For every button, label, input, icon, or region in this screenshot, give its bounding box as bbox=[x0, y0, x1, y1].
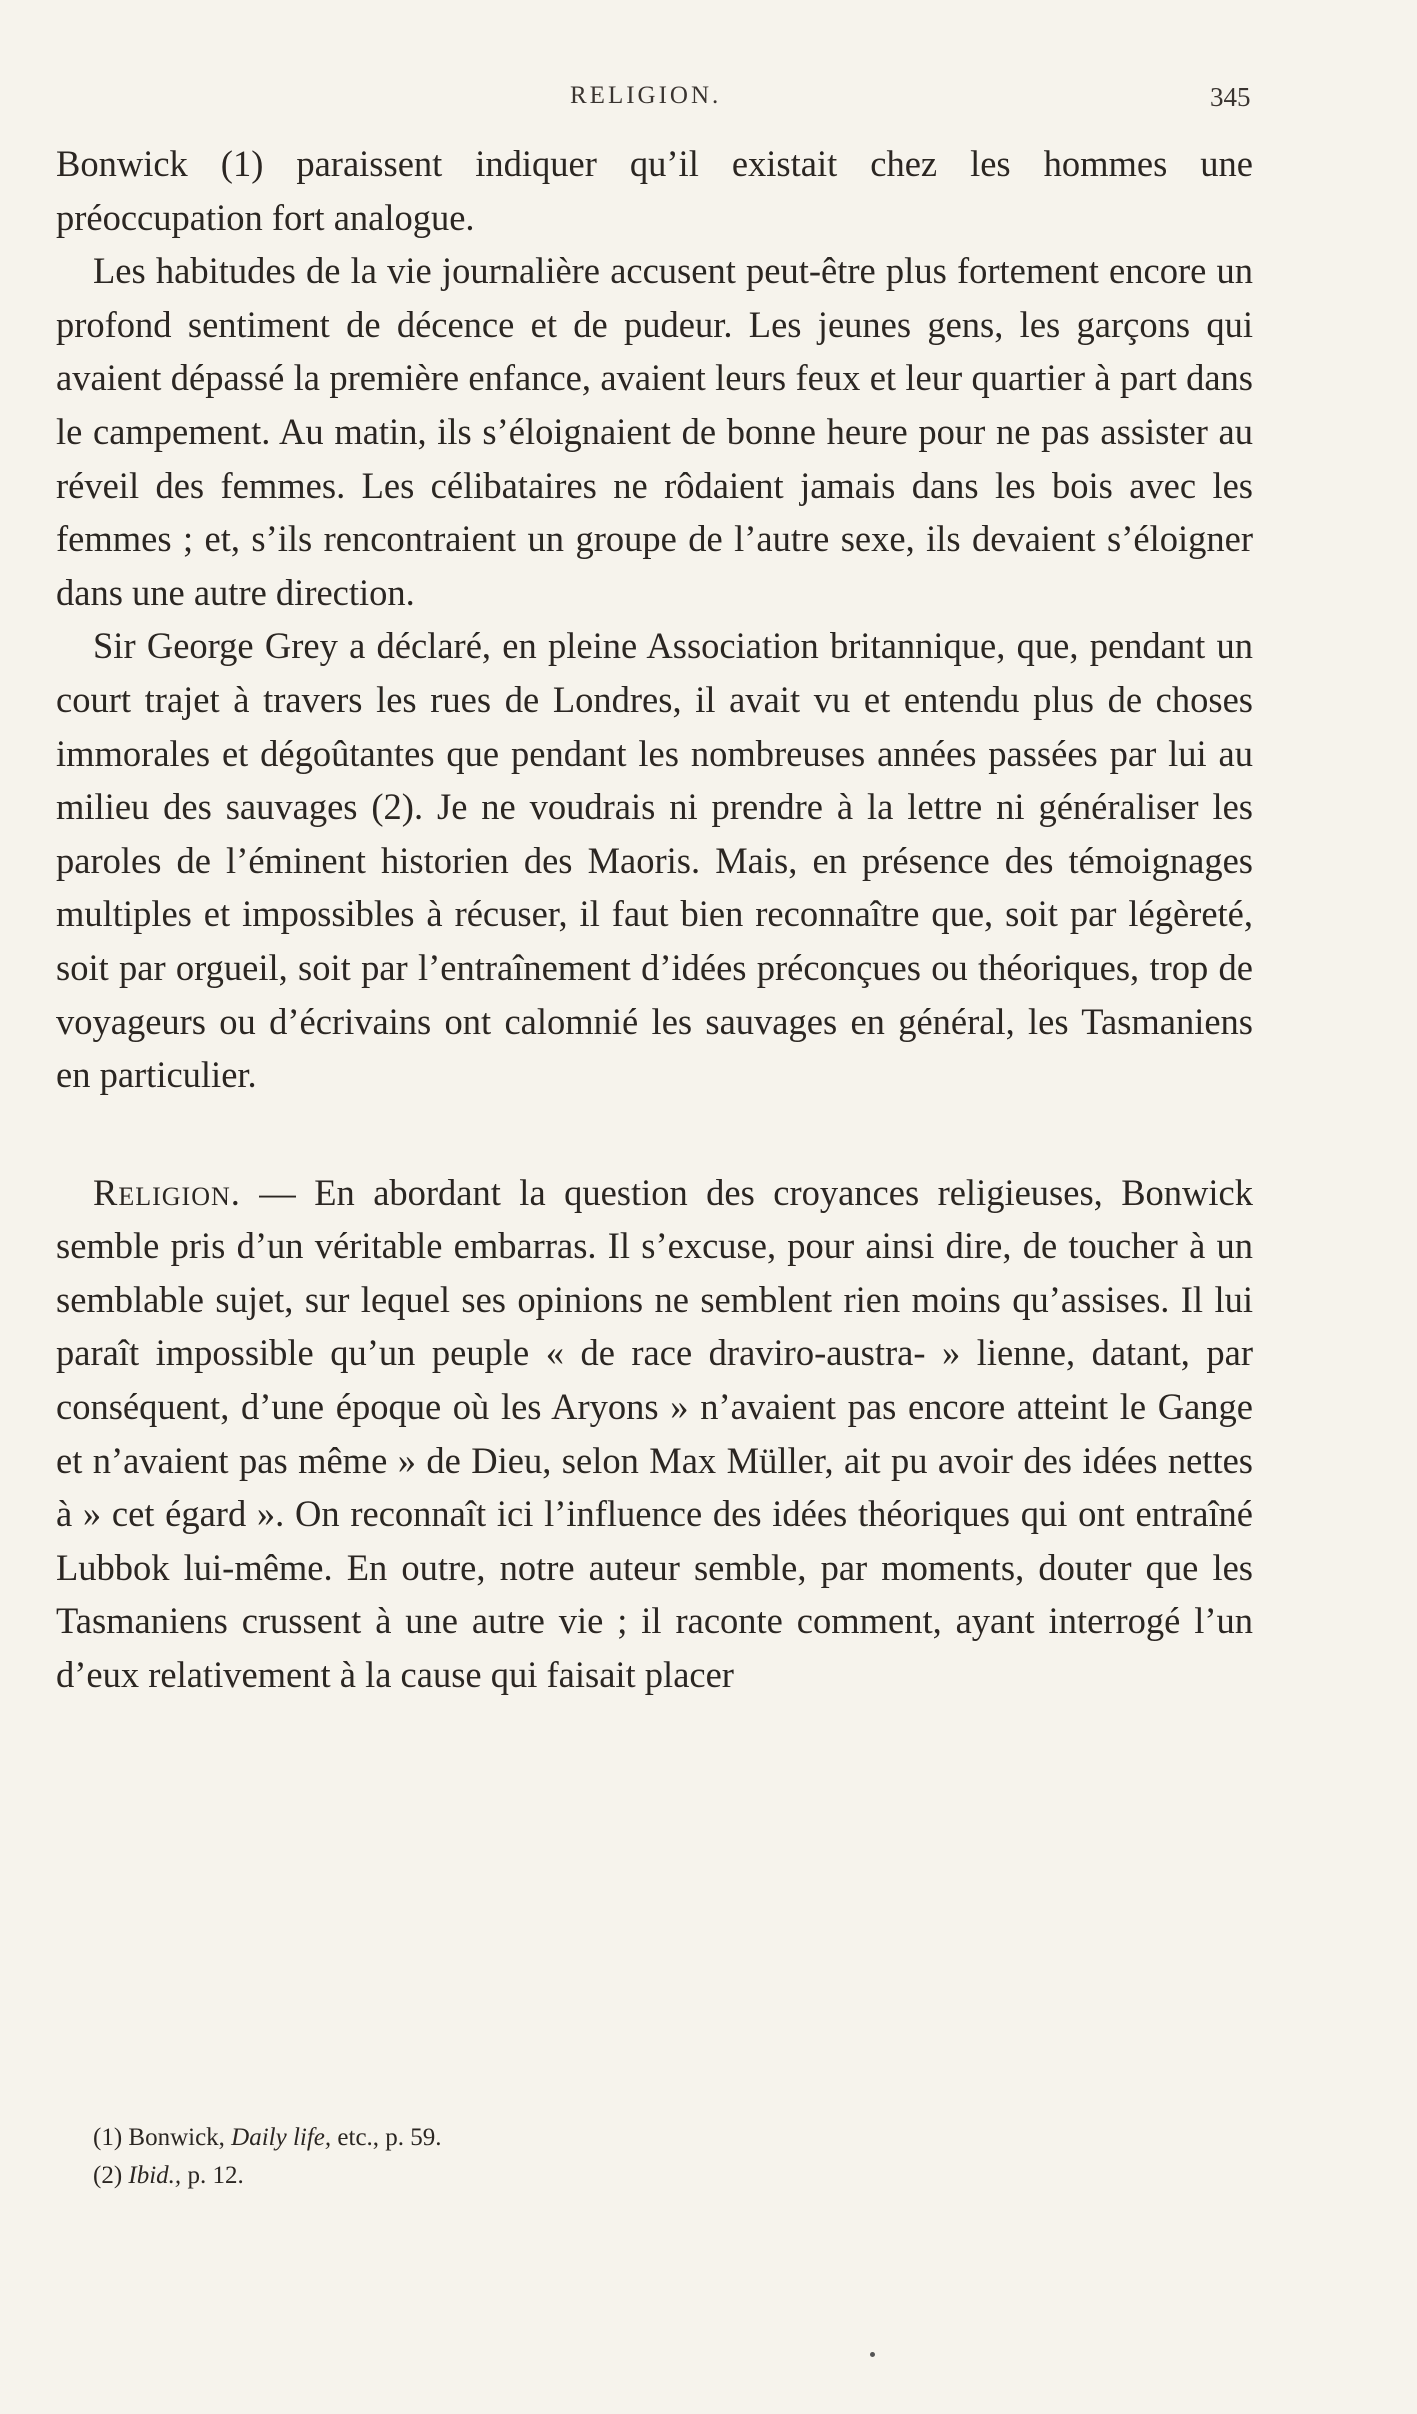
footnote-1 bbox=[93, 2119, 1193, 2157]
footnote-2 bbox=[93, 2157, 1193, 2195]
paragraph-religion bbox=[56, 1166, 1253, 1702]
section-heading-religion: Religion. bbox=[93, 1171, 241, 1213]
paragraph-decency: Les habitudes de la vie journalière accusent peut-être plus fortement encore un profond sentiment de décence et de pudeur. Les jeunes gens, les garçons qui avaient dépassé la première enfance, avaient leurs feux et leur quartier à part dans le campement. Au matin, ils s’éloignaient de bonne heure pour ne pas assister au réveil des femmes. Les célibataires ne rôdaient jamais dans les bois avec les femmes ; et, s’ils rencontraient un groupe de l’autre sexe, ils devaient s’éloigner dans une autre direction. bbox=[56, 250, 1253, 613]
footnote-2-title: Ibid., bbox=[128, 2162, 182, 2189]
footnotes bbox=[93, 2119, 1193, 2195]
footnote-1-ref: etc., p. 59. bbox=[331, 2124, 442, 2151]
paper-speck bbox=[870, 2352, 875, 2357]
body-text bbox=[56, 137, 1253, 1702]
paragraph-george-grey: Sir George Grey a déclaré, en pleine Association britannique, que, pendant un court trajet à travers les rues de Londres, il avait vu et entendu plus de choses immorales et dégoûtantes que pendant les nombreuses années passées par lui au milieu des sauvages (2). Je ne voudrais ni prendre à la lettre ni généraliser les paroles de l’éminent historien des Maoris. Mais, en présence des témoignages multiples et impossibles à récuser, il faut bien reconnaître que, soit par légèreté, soit par orgueil, soit par l’entraînement d’idées préconçues ou théoriques, trop de voyageurs ou d’écrivains ont calomnié les sauvages en général, les Tasmaniens en particulier. bbox=[56, 625, 1253, 1096]
footnote-1-title: Daily life, bbox=[231, 2124, 332, 2151]
footnote-2-marker: (2) bbox=[93, 2162, 129, 2189]
paragraph-continuation: Bonwick (1) paraissent indiquer qu’il existait chez les hommes une préoccupation fort analogue. bbox=[56, 143, 1253, 238]
footnote-1-marker: (1) Bonwick, bbox=[93, 2124, 232, 2151]
paragraph-religion-text: — En abordant la question des croyances religieuses, Bonwick semble pris d’un véritable embarras. Il s’excuse, pour ainsi dire, de toucher à un semblable sujet, sur lequel ses opinions ne semblent rien moins qu’assises. Il lui paraît impossible qu’un peuple « de race draviro-austra- » lienne, datant, par conséquent, d’une époque où les Aryons » n’avaient pas encore atteint le Gange et n’avaient pas même » de Dieu, selon Max Müller, ait pu avoir des idées nettes à » cet égard ». On reconnaît ici l’influence des idées théoriques qui ont entraîné Lubbok lui-même. En outre, notre auteur semble, par moments, douter que les Tasmaniens crussent à une autre vie ; il raconte comment, ayant interrogé l’un d’eux relativement à la cause qui faisait placer bbox=[56, 1171, 1253, 1696]
footnote-2-ref: p. 12. bbox=[181, 2162, 244, 2189]
running-title: RELIGION. bbox=[570, 82, 722, 109]
page-header bbox=[0, 82, 1417, 122]
page-number: 345 bbox=[1210, 82, 1251, 112]
